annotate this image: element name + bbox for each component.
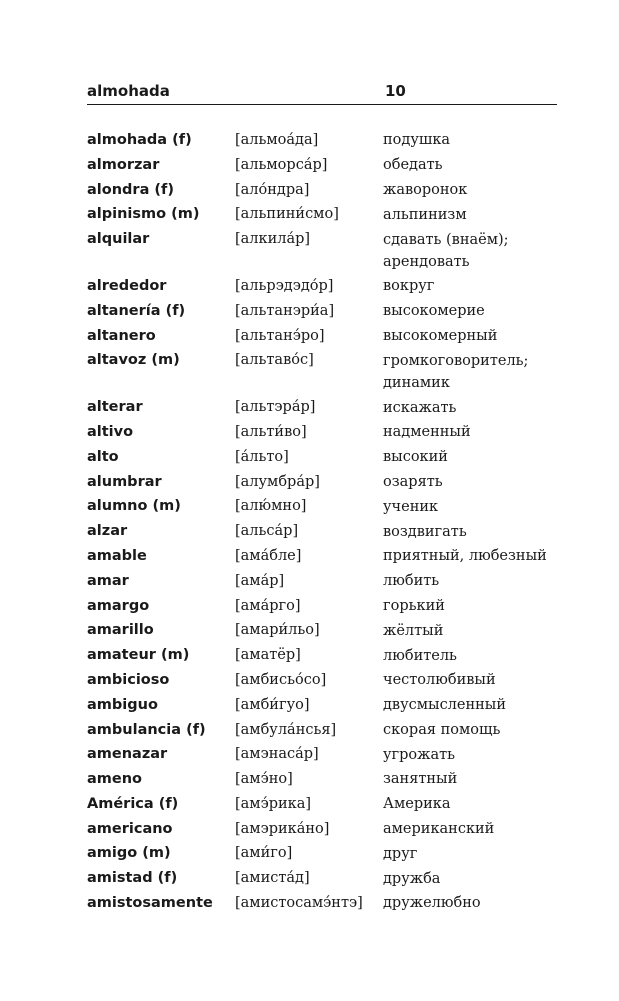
dictionary-entry [87,643,562,668]
translation: занятный [383,771,458,788]
translation: угрожать [383,746,456,763]
dictionary-entry [87,891,562,916]
headword: amenazar [87,746,168,763]
dictionary-entry [87,128,562,153]
headword: alto [87,448,119,465]
dictionary-entry [87,742,562,767]
dictionary-entry [87,420,562,445]
dictionary-entry [87,866,562,891]
translation: сдавать (внаём); арендовать [383,231,509,270]
translation: альпинизм [383,206,467,223]
headword: amistosamente [87,895,213,912]
pronunciation: [амбисьо́со] [235,671,327,688]
pronunciation: [алю́мно] [235,498,307,515]
dictionary-entry [87,817,562,842]
dictionary-entry [87,693,562,718]
translation: двусмысленный [383,697,507,714]
translation: любить [383,573,440,590]
headword: alrededor [87,277,167,294]
dictionary-entry [87,494,562,519]
translation: озарять [383,473,443,490]
headword: ameno [87,771,143,788]
translation: дружба [383,870,441,887]
translation: любитель [383,647,457,664]
dictionary-entry [87,841,562,866]
headword: altanería (f) [87,302,186,319]
pronunciation: [альморса́р] [235,156,328,173]
dictionary-entry [87,594,562,619]
dictionary-entry [87,519,562,544]
dictionary-entry [87,718,562,743]
dictionary-entry [87,792,562,817]
translation: жаворонок [383,181,468,198]
pronunciation: [альмоа́да] [235,132,319,148]
headword: amar [87,572,129,589]
headword: amistad (f) [87,870,178,887]
dictionary-entry [87,274,562,299]
headword: altanero [87,327,156,344]
translation: приятный, любезный [383,548,547,565]
entry-list [87,128,562,916]
pronunciation: [амэ́рика] [235,795,312,812]
pronunciation: [амбула́нсья] [235,721,337,738]
headword: amargo [87,597,150,614]
dictionary-entry [87,668,562,693]
headword: alzar [87,523,128,540]
translation: громкоговоритель; динамик [383,352,529,391]
translation: дружелюбно [383,895,481,912]
headword: alquilar [87,231,150,248]
page-number: 10 [385,82,406,100]
pronunciation: [амэрика́но] [235,820,330,837]
translation: высокомерие [383,303,485,320]
pronunciation: [альса́р] [235,523,299,540]
pronunciation: [ама́р] [235,572,285,589]
dictionary-entry [87,202,562,227]
pronunciation: [алкила́р] [235,231,311,248]
translation: искажать [383,399,457,416]
dictionary-entry [87,299,562,324]
translation: подушка [383,132,451,149]
headword: amarillo [87,622,154,639]
running-head: almohada [87,82,170,100]
translation: жёлтый [383,622,444,639]
pronunciation: [амари́льо] [235,622,320,639]
pronunciation: [амэ́но] [235,771,293,788]
headword: americano [87,820,173,837]
headword: amigo (m) [87,845,171,862]
pronunciation: [альрэдэдо́р] [235,277,334,294]
translation: друг [383,845,418,862]
pronunciation: [альти́во] [235,423,307,440]
headword: amateur (m) [87,647,190,664]
pronunciation: [амиста́д] [235,870,310,887]
translation: вокруг [383,278,435,295]
pronunciation: [альтэра́р] [235,399,316,416]
translation: честолюбивый [383,672,496,689]
pronunciation: [а́льто] [235,448,289,465]
headword: amable [87,547,147,564]
headword: ambulancia (f) [87,721,206,738]
headword: altivo [87,423,134,440]
pronunciation: [ама́рго] [235,597,301,614]
dictionary-entry [87,470,562,495]
translation: высокий [383,449,448,466]
dictionary-entry [87,544,562,569]
dictionary-entry [87,569,562,594]
headword: ambiguo [87,696,158,713]
pronunciation: [альпини́смо] [235,206,339,223]
headword: ambicioso [87,671,170,688]
dictionary-entry [87,324,562,349]
pronunciation: [ало́ндра] [235,181,310,198]
pronunciation: [альтаво́с] [235,352,314,369]
headword: alumbrar [87,473,162,490]
headword: altavoz (m) [87,352,180,369]
translation: ученик [383,498,439,515]
pronunciation: [альтанэри́а] [235,302,335,319]
translation: надменный [383,424,471,441]
headword: alondra (f) [87,181,174,198]
dictionary-entry [87,618,562,643]
headword: almorzar [87,156,160,173]
headword: almohada (f) [87,132,192,148]
dictionary-entry [87,227,562,274]
dictionary-entry [87,767,562,792]
pronunciation: [альтанэ́ро] [235,327,325,344]
header-rule [87,104,557,105]
translation: высокомерный [383,327,498,344]
headword: alumno (m) [87,498,181,515]
pronunciation: [аматёр] [235,647,301,664]
translation: горький [383,597,445,614]
dictionary-entry [87,445,562,470]
pronunciation: [алумбра́р] [235,473,320,490]
pronunciation: [ами́го] [235,845,293,862]
headword: América (f) [87,795,179,812]
dictionary-entry [87,178,562,203]
pronunciation: [амби́гуо] [235,696,310,713]
dictionary-entry [87,348,562,395]
pronunciation: [ама́бле] [235,547,302,564]
translation: обедать [383,157,443,174]
dictionary-entry [87,395,562,420]
translation: Америка [383,796,451,813]
pronunciation: [амистосамэ́нтэ] [235,895,363,912]
translation: американский [383,821,495,838]
headword: alpinismo (m) [87,206,200,223]
translation: воздвигать [383,523,467,540]
dictionary-entry [87,153,562,178]
page-header [87,80,557,106]
pronunciation: [амэнаса́р] [235,746,319,763]
translation: скорая помощь [383,721,501,738]
headword: alterar [87,399,143,416]
